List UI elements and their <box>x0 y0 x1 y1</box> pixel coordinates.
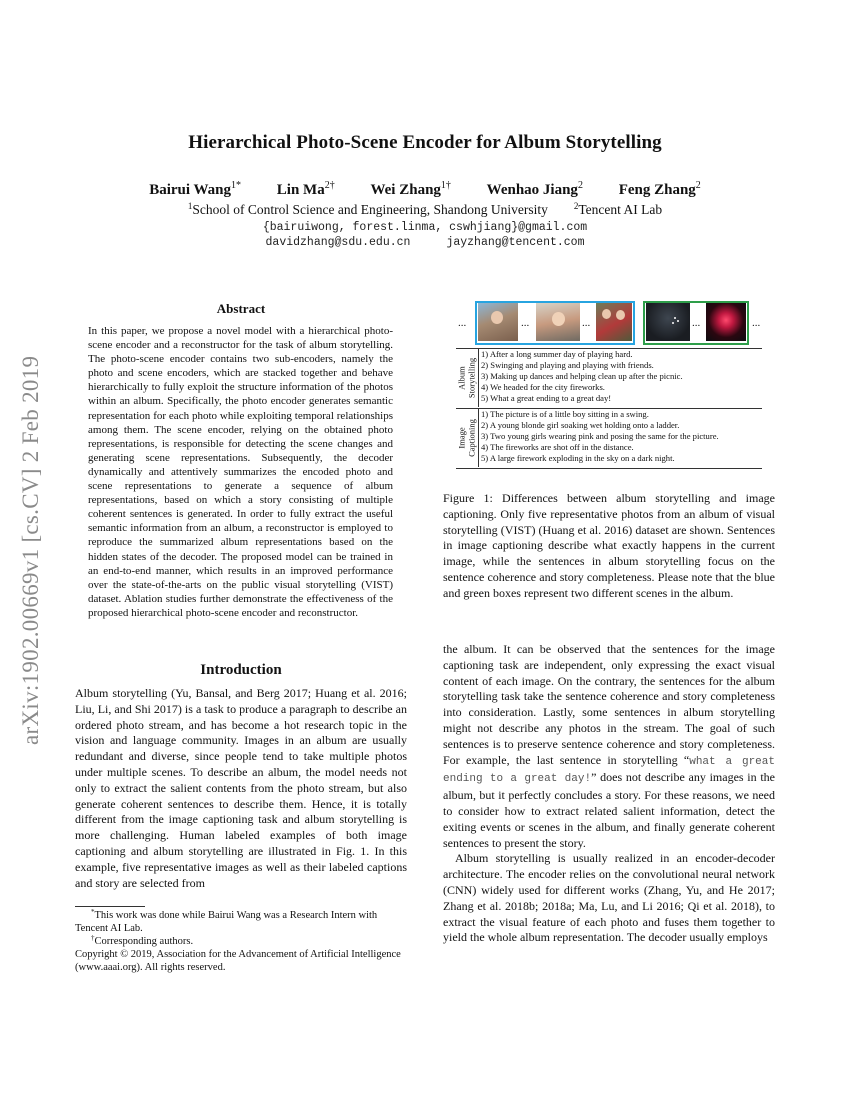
arxiv-identifier: arXiv:1902.00669v1 [cs.CV] 2 Feb 2019 <box>18 355 43 745</box>
email-line: {bairuiwong, forest.linma, cswhjiang}@gmail.com <box>262 221 588 234</box>
list-item: 1) After a long summer day of playing hard. <box>481 349 633 359</box>
footnotes <box>75 909 407 974</box>
list-item: 4) The fireworks are shot off in the distance. <box>481 442 634 452</box>
photo-large-firework <box>706 303 746 341</box>
album-storytelling-list <box>481 349 761 404</box>
body-text-right <box>443 642 775 946</box>
photo-girls-pink <box>596 303 632 341</box>
quoted-sentence: what a great ending to a great day! <box>443 755 775 786</box>
email-line: davidzhang@sdu.edu.cn jayzhang@tencent.com <box>265 236 585 249</box>
list-item: 2) A young blonde girl soaking wet holding onto a ladder. <box>481 420 680 430</box>
ellipsis: ... <box>458 317 467 329</box>
abstract-heading: Abstract <box>216 301 266 316</box>
ellipsis: ... <box>752 317 761 329</box>
paragraph: Album storytelling (Yu, Bansal, and Berg 2017; Huang et al. 2016; Liu, Li, and Shi 2017) is a task to produce a paragraph to describe an ordered photo stream, and has become a hot research topic in the vision and language community. Images in an album are usually redundant and diverse, since people tend to take multiple photos under multiple scenes. To describe an album, the model needs not only to extract the salient contents from the photo stream, but also generate coherent sentences to describe them. Hence, it is totally different from the image captioning task and album storytelling is more challenging. Human labeled examples of both image captioning and album storytelling are illustrated in Fig. 1. In this example, five representative images as well as their labeled captions and story are selected from <box>75 686 407 890</box>
list-item: 2) Swinging and playing and playing with friends. <box>481 360 654 370</box>
paragraph: Album storytelling is usually realized in an encoder-decoder architecture. The encoder relies on the convolutional neural network (CNN) widely used for different works (Zhang, Yu, and He 2017; Zhang et al. 2018b; 2018a; Ma, Lu, and Li 2016; Qi et al. 2018), to extract the visual feature of each photo and fuses them together to yield the whole album representation. The decoder usually employs <box>443 851 775 945</box>
paragraph: the album. It can be observed that the sentences for the image captioning task are independent, only expressing the exact visual content of each image. On the contrary, the sentences for the album storytelling task take the sentence coherence and story completeness into consideration. Lastly, some sentences in album storytelling might not describe any photos in the stream. The goal of such sentences is to preserve sentence coherence and story completeness. For example, the last sentence in storytelling “what a great ending to a great day!” does not describe any images in the album, but it perfectly concludes a story. For these reasons, we need to consider how to extract related salient information, detect the exiting events or scenes in the album, and finally generate coherent sentences to present the story. <box>443 642 775 850</box>
copyright-notice: Copyright © 2019, Association for the Advancement of Artificial Intelligence (www.aaai.org). All rights reserved. <box>75 949 401 973</box>
photo-fireworks-distance <box>646 303 690 341</box>
figure-photo-strip <box>456 300 766 348</box>
affiliation: School of Control Science and Engineering, Shandong University <box>192 202 548 217</box>
abstract-text: In this paper, we propose a novel model with a hierarchical photo-scene encoder and a reconstructor for the task of album storytelling. The photo-scene encoder contains two sub-encoders, namely the photo and scene encoders, which are stacked together and behave hierarchically to fully exploit the structure information of the photos within an album. Specifically, the photo encoder generates semantic representation for each photo while exploiting temporal relationships among them. The scene encoder, relying on the obtained photo representations, is responsible for detecting the scene changes and generating scene representations. Subsequently, the decoder dynamically and attentively summarizes the encoded photo and scene representations to generate a sequence of album representations, based on which a story consisting of multiple coherent sentences is generated. In order to fully extract the useful semantic information from an album, a reconstructor is employed to reproduce the summarized album representations based on the hidden states of the decoder. The proposed model can be trained in an end-to-end manner, which results in an improved performance over the state-of-the-arts on the public visual storytelling (VIST) dataset. Ablation studies further demonstrate the effectiveness of the proposed hierarchical photo-scene encoder and reconstructor. <box>88 325 393 619</box>
introduction-heading: Introduction <box>200 662 282 678</box>
list-item: 3) Two young girls wearing pink and posing the same for the picture. <box>481 431 719 441</box>
figure-caption: Figure 1: Differences between album storytelling and image captioning. Only five representative photos from an album of visual storytelling (VIST) (Huang et al. 2016) dataset are shown. Sentences in image captioning describe what exactly happens in the current image, while the sentences in album storytelling focus on the sentence coherence and story completeness. Please note that the blue and green boxes represent two different scenes in the album. <box>443 491 775 600</box>
footnote-rule <box>75 906 145 907</box>
paper-title: Hierarchical Photo-Scene Encoder for Album Storytelling <box>188 132 662 153</box>
table-rule <box>456 468 762 469</box>
list-item: 5) What a great ending to a great day! <box>481 393 612 403</box>
author-list <box>0 182 850 199</box>
list-item: 1) The picture is of a little boy sitting in a swing. <box>481 409 649 419</box>
footnote: †Corresponding authors. <box>91 934 194 947</box>
list-item: 4) We headed for the city fireworks. <box>481 382 605 392</box>
author: Wenhao Jiang$^2$ <box>486 180 583 198</box>
ellipsis: ... <box>521 317 530 329</box>
author: Lin $Ma^{2\dagger}$ <box>276 180 335 198</box>
author: Wei Zhang$^{1\dagger}$ <box>370 180 451 198</box>
photo-girl-ladder <box>536 303 580 341</box>
author: Feng Zhang$^2$ <box>618 180 701 198</box>
author: Bairui Wang$^{1*}$ <box>149 180 242 198</box>
affiliations: $^1$School of Control Science and Engineering, Shandong University $^2$Tencent AI Lab <box>187 201 663 217</box>
table-divider <box>478 409 479 467</box>
image-captioning-label: Image Captioning <box>456 419 476 457</box>
image-captioning-list <box>481 409 761 464</box>
album-storytelling-label: Album Storytelling <box>456 357 476 399</box>
list-item: 5) A large firework exploding in the sky on a dark night. <box>481 453 675 463</box>
introduction-text <box>75 686 407 891</box>
ellipsis: ... <box>692 317 701 329</box>
affiliation: Tencent AI Lab <box>578 202 663 217</box>
photo-boy-swing <box>478 303 518 341</box>
table-divider <box>478 349 479 407</box>
ellipsis: ... <box>582 317 591 329</box>
footnote: *This work was done while Bairui Wang was a Research Intern with Tencent AI Lab. <box>75 908 378 934</box>
list-item: 3) Making up dances and helping clean up after the picnic. <box>481 371 683 381</box>
